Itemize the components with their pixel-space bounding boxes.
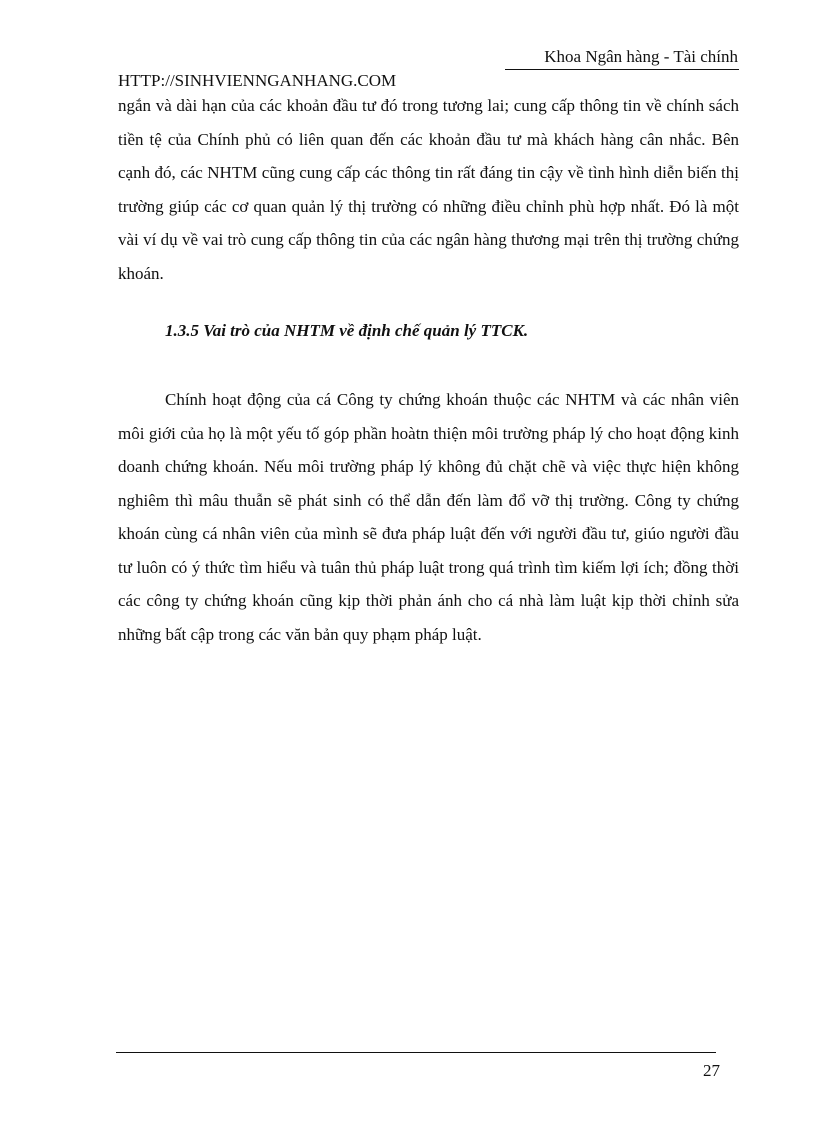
footer-rule: [116, 1052, 716, 1053]
paragraph-regulatory-role: Chính hoạt động của cá Công ty chứng khoán thuộc các NHTM và các nhân viên môi giới của họ là một yếu tố góp phần hoàtn thiện môi trường pháp lý cho hoạt động kinh doanh chứng khoán. Nếu môi trường pháp lý không đủ chặt chẽ và việc thực hiện không nghiêm thì mâu thuẫn sẽ phát sinh có thể dẫn đến làm đổ vỡ thị trường. Công ty chứng khoán cùng cá nhân viên của mình sẽ đưa pháp luật đến với người đầu tư, giúo người đầu tư luôn có ý thức tìm hiểu và tuân thủ pháp luật trong quá trình tìm kiếm lợi ích; đồng thời các công ty chứng khoán cũng kịp thời phản ánh cho cá nhà làm luật kịp thời chỉnh sửa những bất cập trong các văn bản quy phạm pháp luật.: [118, 390, 739, 644]
section-heading: 1.3.5 Vai trò của NHTM về định chế quản lý TTCK.: [165, 321, 529, 340]
header-rule: [505, 69, 739, 70]
paragraph-info-role: ngắn và dài hạn của các khoản đầu tư đó trong tương lai; cung cấp thông tin về chính sách tiền tệ của Chính phủ có liên quan đến các khoản đầu tư mà khách hàng cân nhắc. Bên cạnh đó, các NHTM cũng cung cấp các thông tin rất đáng tin cậy về tình hình diễn biến thị trường giúp các cơ quan quản lý thị trường có những điều chỉnh phù hợp nhất. Đó là một vài ví dụ về vai trò cung cấp thông tin của các ngân hàng thương mại trên thị trường chứng khoán.: [118, 96, 739, 283]
header-department: Khoa Ngân hàng - Tài chính: [544, 47, 738, 66]
page-number: 27: [703, 1061, 720, 1080]
site-url: HTTP://SINHVIENNGANHANG.COM: [118, 71, 397, 90]
